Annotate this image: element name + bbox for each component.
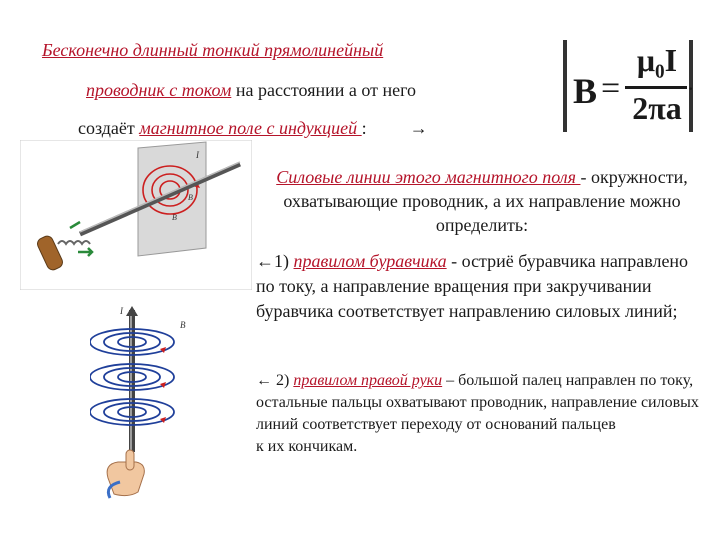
formula-equals: = [601,70,621,107]
gimlet-rule-illustration [20,140,252,290]
right-arrow: → [409,118,428,138]
img2-label-B: B [180,320,186,330]
hand-prefix: ← 2) [256,372,294,389]
formula-numerator: μ₀I [636,42,678,78]
thumb-icon [126,450,134,470]
gimlet-rest: - остриё буравчика направлено по току, а направление вращения при закручивании буравчика соответствует направлению силовых линий; [256,251,689,321]
title-line-3-colon: : [361,118,367,138]
fraction-bar [625,86,687,89]
gimlet-rule-paragraph [256,249,706,324]
img1-label-B1: B [188,193,193,202]
title-line-2-rest: на расстоянии a от него [231,80,417,100]
formula-period: . [688,70,694,95]
img2-label-I: I [120,306,123,316]
field-lines-paragraph [262,165,702,237]
right-hand-rule-paragraph [256,370,706,458]
title-line-2 [86,78,416,102]
formula-lhs: B [573,71,598,111]
formula-denominator: 2πa [632,90,682,126]
title-line-1-text: Бесконечно длинный тонкий прямолинейный [42,40,384,60]
title-line-3-start: создаёт [78,118,140,138]
hand-rule-term-2: правой руки [361,372,443,389]
conductor-with-current: проводник с током [86,80,232,100]
img1-label-B2: B [172,213,177,222]
field-lines-rest: - окружности, охватывающие проводник, а их направление можно определить: [283,167,688,235]
induction-formula [563,40,693,132]
img1-label-I: I [196,150,199,160]
title-line-1 [42,38,383,62]
right-hand-rule-illustration [90,302,200,512]
magnetic-field-induction: магнитное поле с индукцией [139,118,362,138]
field-lines-term: Силовые линии этого магнитного поля [276,167,581,187]
current-arrow [126,306,138,316]
hand-rule-term-1: правилом [293,372,362,389]
hand-rest: – большой палец направлен по току, остальные пальцы охватывают проводник, направление силовых линий соответствует переходу от оснований пальцев [256,372,699,433]
title-line-3 [78,116,428,140]
hand-last: к их кончикам. [256,438,358,455]
gimlet-prefix: ←1) [256,251,294,271]
gimlet-rule-term: правилом буравчика [293,251,447,271]
